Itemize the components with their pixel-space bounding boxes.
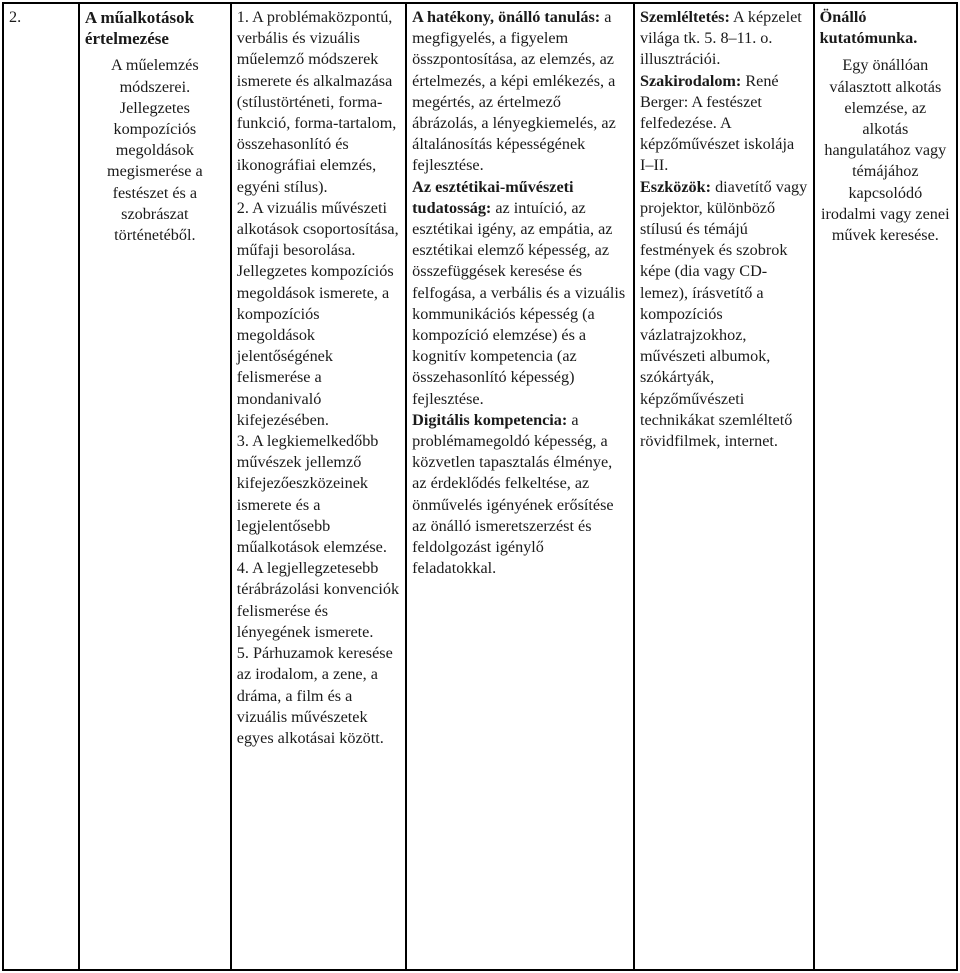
content-item-2: 2. A vizuális művészeti alkotások csoportosítása, műfaji besorolása. Jellegzetes kompozíciós megoldások ismerete, a kompozíciós megoldások jelentőségének felismerése a mondanivaló kifejezésében. [236, 198, 399, 429]
competence-label: Digitális kompetencia: [412, 410, 568, 429]
table-row [3, 3, 957, 970]
curriculum-table [2, 2, 958, 971]
row-number-cell [3, 3, 79, 970]
activity-title: Önálló kutatómunka. [819, 8, 918, 48]
topic-body: A műelemzés módszerei. Jellegzetes kompozíciós megoldások megismerése a festészet és a szobrászat történetéből. [106, 56, 203, 245]
content-item-1: 1. A problémaközpontú, verbális és vizuális műelemző módszerek ismerete és alkalmazása (stílustörténeti, forma-funkció, forma-tartalom, összehasonlító és ikonográfiai elemzés, egyéni stílus). [236, 8, 397, 196]
resources-text: René Berger: A festészet felfedezése. A képzőművészet iskolája I–II. [639, 71, 795, 175]
activity-body: Egy önállóan választott alkotás elemzése, az alkotás hangulatához vagy témájához kapcsolódó irodalmi vagy zenei művek keresése. [821, 56, 950, 245]
resources-section [640, 7, 808, 71]
resources-section [640, 71, 808, 177]
competence-section [412, 177, 628, 410]
resources-cell [634, 3, 814, 970]
topic-title: A műalkotások értelmezése [84, 8, 195, 49]
content-item-3: 3. A legkiemelkedőbb művészek jellemző kifejezőeszközeinek ismerete és a legjelentősebb műalkotások elemzése. [236, 432, 387, 557]
topic-cell [79, 3, 231, 970]
resources-label: Eszközök: [639, 177, 712, 196]
competence-label: Az esztétikai-művészeti tudatosság: [412, 177, 574, 217]
resources-label: Szakirodalom: [639, 71, 742, 90]
content-cell [231, 3, 406, 970]
competence-label: A hatékony, önálló tanulás: [412, 8, 601, 26]
resources-section [640, 177, 808, 453]
resources-label: Szemléltetés: [639, 8, 730, 26]
competence-text: a problémamegoldó képesség, a közvetlen tapasztalás élménye, az érdeklődés felkeltése, az önművelés igényének erősítése az önálló ismeretszerzést és feldolgozást igénylő feladatokkal. [412, 410, 614, 578]
row-number: 2. [9, 8, 22, 26]
resources-text: diavetítő vagy projektor, különböző stílusú és témájú festmények és szobrok képe (dia vagy CD-lemez), írásvetítő a kompozíciós vázlatrajzokhoz, művészeti albumok, szókártyák, képzőművészeti technikákat szemléltető rövidfilmek, internet. [639, 177, 808, 451]
competence-text: a megfigyelés, a figyelem összpontosítása, az elemzés, az értelmezés, a képi emlékezés, a megértés, az értelmező ábrázolás, a lényegkiemelés, az általánosítás képességének fejlesztése. [412, 8, 616, 175]
resources-text: A képzelet világa tk. 5. 8–11. o. illusztrációi. [639, 8, 802, 69]
activity-cell [814, 3, 957, 970]
competence-cell [406, 3, 634, 970]
competence-section [412, 410, 628, 580]
content-item-5: 5. Párhuzamok keresése az irodalom, a zene, a dráma, a film és a vizuális művészetek egyes alkotásai között. [236, 644, 393, 747]
competence-text: az intuíció, az esztétikai igény, az empátia, az esztétikai elemző képesség, az összefüggések keresése és felfogása, a verbális és a vizuális kommunikációs képesség (a kompozíció elemzése) és a kognitív kompetencia (az összehasonlító képesség) fejlesztése. [412, 198, 626, 408]
competence-section [412, 7, 628, 177]
content-item-4: 4. A legjellegzetesebb térábrázolási konvenciók felismerése és lényegének ismerete. [236, 559, 400, 641]
